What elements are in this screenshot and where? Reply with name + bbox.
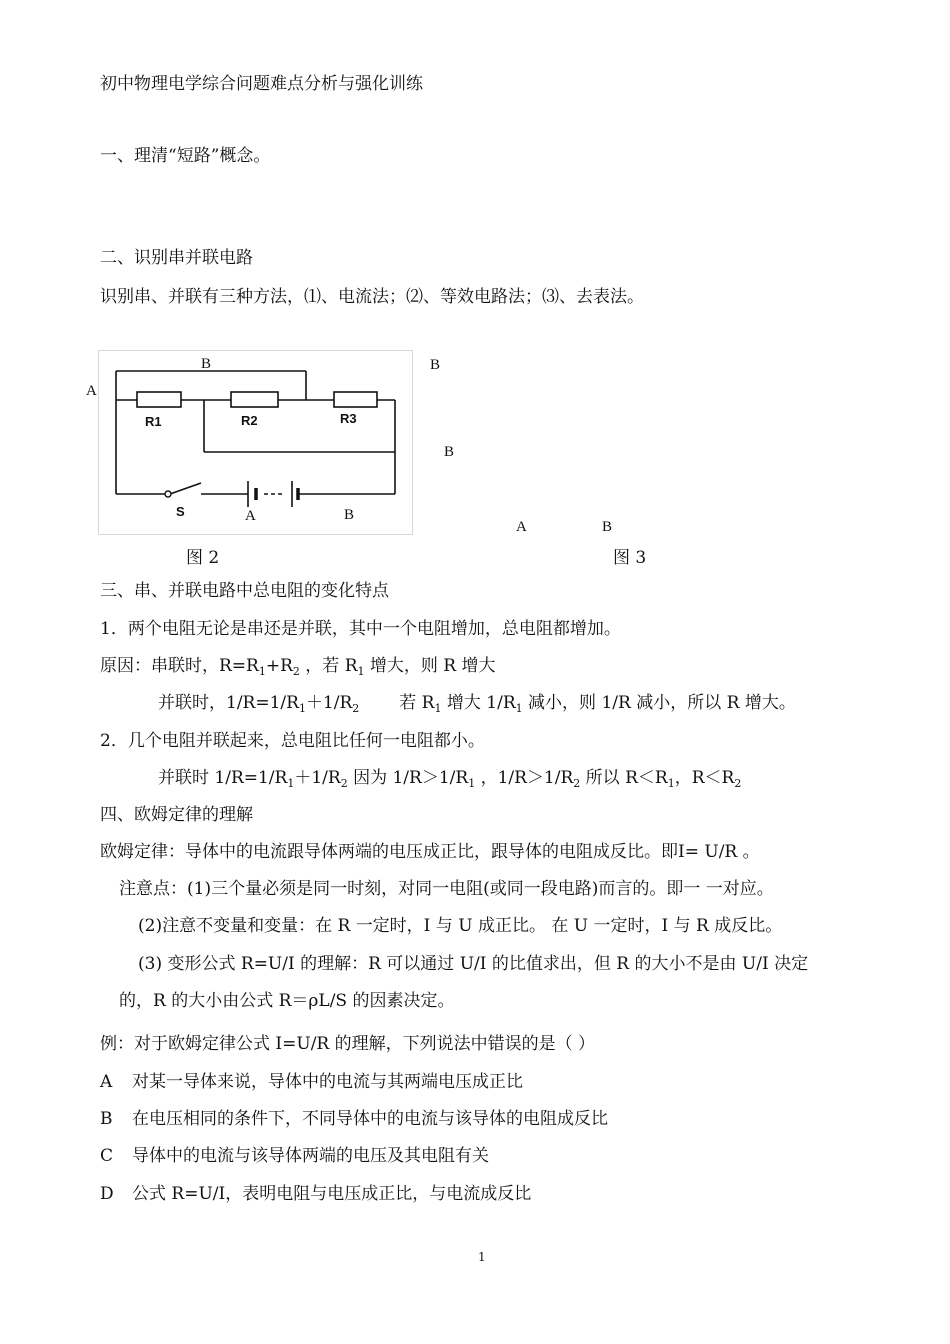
section-3-point-2: 2．几个电阻并联起来，总电阻比任何一电阻都小。 — [100, 731, 485, 751]
subscript: 1 — [468, 777, 476, 790]
formula-part: +R — [265, 656, 293, 676]
section-2-heading: 二、识别串并联电路 — [100, 248, 253, 268]
note-2: (2)注意不变量和变量：在 R 一定时，I 与 U 成正比。 在 U 一定时，I 与 R 成反比。 — [138, 916, 783, 936]
option-text: 公式 R=U/I，表明电阻与电压成正比，与电流成反比 — [132, 1184, 532, 1204]
section-4-heading: 四、欧姆定律的理解 — [100, 805, 253, 825]
subscript: 1 — [357, 665, 365, 678]
formula-part: ，R＜R — [674, 768, 735, 788]
formula-part: 若 R — [399, 693, 435, 713]
reason-prefix: 原因：串联时， — [100, 656, 219, 676]
formula-part: ＋1/R — [294, 768, 341, 788]
resistor-r3-label: R3 — [340, 411, 357, 426]
note-3-line-1: (3) 变形公式 R=U/I 的理解：R 可以通过 U/I 的比值求出，但 R 的大小不是由 U/I 决定 — [138, 954, 809, 974]
formula-part: 并联时 1/R=1/R — [158, 768, 288, 788]
formula-part: 因为 1/R＞1/R — [347, 768, 469, 788]
formula-part: 所以 R＜R — [580, 768, 668, 788]
option-text: 导体中的电流与该导体两端的电压及其电阻有关 — [132, 1146, 489, 1166]
subscript: 2 — [292, 665, 300, 678]
option-b — [100, 1108, 608, 1130]
formula-part: ，1/R＞1/R — [475, 768, 574, 788]
subscript: 1 — [298, 702, 306, 715]
switch-s-label: S — [176, 504, 185, 519]
page-number: 1 — [478, 1250, 486, 1264]
parallel-reason — [158, 692, 796, 714]
series-reason — [100, 655, 496, 677]
section-2-methods: 识别串、并联有三种方法，⑴、电流法；⑵、等效电路法；⑶、去表法。 — [100, 287, 644, 307]
subscript: 2 — [340, 777, 348, 790]
option-c — [100, 1145, 489, 1167]
resistor-r2-label: R2 — [241, 413, 258, 428]
example-question: 例：对于欧姆定律公式 I=U/R 的理解，下列说法中错误的是（ ） — [100, 1034, 596, 1054]
circuit-diagram — [99, 351, 412, 534]
option-d — [100, 1183, 531, 1205]
section-3-point-1: 1．两个电阻无论是串还是并联，其中一个电阻增加，总电阻都增加。 — [100, 619, 621, 639]
circuit-figure-2 — [98, 350, 413, 535]
document-title: 初中物理电学综合问题难点分析与强化训练 — [100, 74, 423, 94]
ohms-law-statement: 欧姆定律：导体中的电流跟导体两端的电压成正比，跟导体的电阻成反比。即I= U/R 。 — [100, 842, 760, 862]
note-3-line-2: 的，R 的大小由公式 R＝ρL/S 的因素决定。 — [119, 991, 455, 1011]
subscript: 2 — [573, 777, 581, 790]
formula-part: 增大，则 R 增大 — [364, 656, 496, 676]
subscript: 1 — [434, 702, 442, 715]
option-letter: C — [100, 1146, 114, 1166]
fig3-label-b3: B — [602, 519, 613, 535]
subscript: 2 — [352, 702, 360, 715]
figure-3-caption: 图 3 — [613, 548, 647, 568]
subscript: 1 — [258, 665, 266, 678]
subscript: 1 — [667, 777, 675, 790]
formula-part: 增大 1/R — [441, 693, 516, 713]
option-text: 在电压相同的条件下，不同导体中的电流与该导体的电阻成反比 — [132, 1109, 608, 1129]
fig3-label-b2: B — [444, 444, 455, 460]
option-letter: A — [100, 1072, 113, 1092]
section-1-heading: 一、理清“短路”概念。 — [100, 146, 271, 166]
subscript: 1 — [515, 702, 523, 715]
figure-2-caption: 图 2 — [186, 548, 220, 568]
node-a-left: A — [86, 383, 97, 399]
node-b-bottom: B — [344, 507, 355, 523]
node-a-bottom: A — [245, 508, 256, 524]
node-b-top: B — [201, 356, 212, 372]
fig3-label-a: A — [516, 519, 527, 535]
resistor-r1-label: R1 — [145, 414, 162, 429]
formula-part: R=R — [219, 656, 259, 676]
subscript: 1 — [287, 777, 295, 790]
formula-part: ＋1/R — [305, 693, 353, 713]
note-1: 注意点：(1)三个量必须是同一时刻，对同一电阻(或同一段电路)而言的。即一 一对应。 — [119, 879, 774, 899]
section-3-heading: 三、串、并联电路中总电阻的变化特点 — [100, 581, 389, 601]
parallel-comparison — [158, 767, 741, 789]
subscript: 2 — [734, 777, 742, 790]
option-text: 对某一导体来说，导体中的电流与其两端电压成正比 — [132, 1072, 523, 1092]
option-a — [100, 1071, 523, 1093]
formula-part: 减小，则 1/R 减小，所以 R 增大。 — [522, 693, 796, 713]
formula-part: 并联时，1/R=1/R — [158, 693, 299, 713]
formula-part: ，若 R — [299, 656, 358, 676]
option-letter: B — [100, 1109, 113, 1129]
option-letter: D — [100, 1184, 114, 1204]
fig3-label-b1: B — [430, 357, 441, 373]
